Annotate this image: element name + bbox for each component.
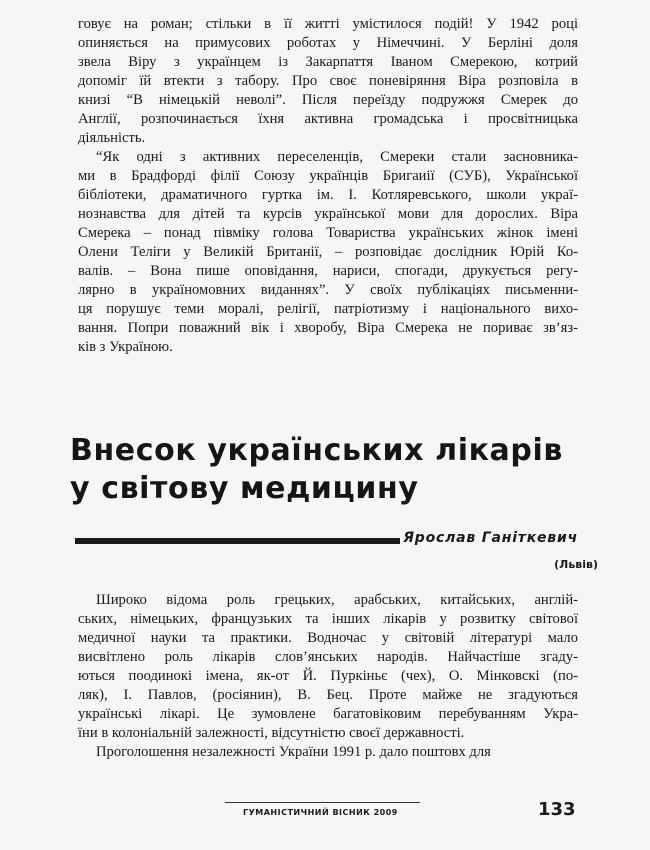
text-line: українські лікарі. Це зумовлене багатовіковим перебуванням Укра- bbox=[78, 706, 578, 722]
text-line: медичної науки та практики. Водночас у світовій літературі мало bbox=[78, 630, 578, 646]
text-line: ми в Брадфорді філії Союзу українців Бригаиії (СУБ), Української bbox=[78, 168, 578, 184]
article-body bbox=[78, 591, 578, 762]
text-line: Англії, розпочинається їхня активна громадська і просвітницька bbox=[78, 111, 578, 127]
text-line: їни в колоніальній залежності, відсутністю своєї державності. bbox=[78, 725, 465, 741]
text-line: звела Віру з українцем із Закарпаття Іваном Смерекою, котрий bbox=[78, 54, 578, 70]
author-name: Ярослав Ганіткевич bbox=[403, 530, 578, 546]
text-line: Широко відома роль грецьких, арабських, китайських, англій- bbox=[96, 592, 578, 608]
text-line: книзі “В німецькій неволі”. Після переїзду подружжя Смерек до bbox=[78, 92, 578, 108]
text-line: ляк), І. Павлов, (росіянин), В. Бец. Проте майже не згадуються bbox=[78, 687, 578, 703]
page-number: 133 bbox=[538, 799, 576, 820]
text-line: ця порушує теми моралі, релігії, патріотизму і національного вихо- bbox=[78, 301, 578, 317]
journal-footer: ГУМАНІСТИЧНИЙ ВІСНИК 2009 bbox=[243, 808, 398, 817]
title-line: Внесок українських лікарів bbox=[70, 433, 563, 468]
text-line: нознавства для дітей та курсів української мови для дорослих. Віра bbox=[78, 206, 578, 222]
text-line: ються поодинокі імена, як-от Й. Пуркіньє (чех), О. Мінковскі (по- bbox=[78, 668, 578, 684]
article-title bbox=[70, 432, 590, 508]
byline-rule bbox=[75, 538, 400, 544]
title-line: у світову медицину bbox=[70, 471, 419, 506]
text-line: ських, німецьких, французьких та інших лікарів у розвитку світової bbox=[78, 611, 578, 627]
text-line: висвітлено роль лікарів слов’янських народів. Найчастіше згаду- bbox=[78, 649, 578, 665]
text-line: бібліотеки, драматичного гуртка ім. І. Котляревського, школи украї- bbox=[78, 187, 578, 203]
text-line: Проголошення незалежності України 1991 р. дало поштовх для bbox=[96, 744, 491, 760]
text-line: Смерека – понад півміку голова Товариства українських жінок імені bbox=[78, 225, 578, 241]
text-line: лярно в україномовних виданнях”. У своїх публікаціях письменни- bbox=[78, 282, 578, 298]
byline bbox=[75, 530, 578, 554]
text-line: діяльність. bbox=[78, 130, 146, 146]
footer-rule bbox=[225, 802, 420, 803]
text-line: ків з Україною. bbox=[78, 339, 173, 355]
author-city: (Львів) bbox=[554, 558, 598, 571]
text-line: “Як одні з активних переселенців, Смереки стали засновника- bbox=[96, 149, 578, 165]
text-line: допоміг їй втекти з табору. Про своє поневіряння Віра розповіла в bbox=[78, 73, 578, 89]
text-line: вання. Попри поважний вік і хворобу, Віра Смерека не пориває зв’яз- bbox=[78, 320, 578, 336]
text-line: говує на роман; стільки в її житті умістилося подій! У 1942 році bbox=[78, 16, 578, 32]
text-line: опиняється на примусових роботах у Німеччині. У Берліні доля bbox=[78, 35, 578, 51]
text-line: валів. – Вона пише оповідання, нариси, спогади, друкується регу- bbox=[78, 263, 578, 279]
text-line: Олени Теліги у Великій Британії, – розповідає дослідник Юрій Ко- bbox=[78, 244, 578, 260]
continued-text bbox=[78, 15, 578, 357]
